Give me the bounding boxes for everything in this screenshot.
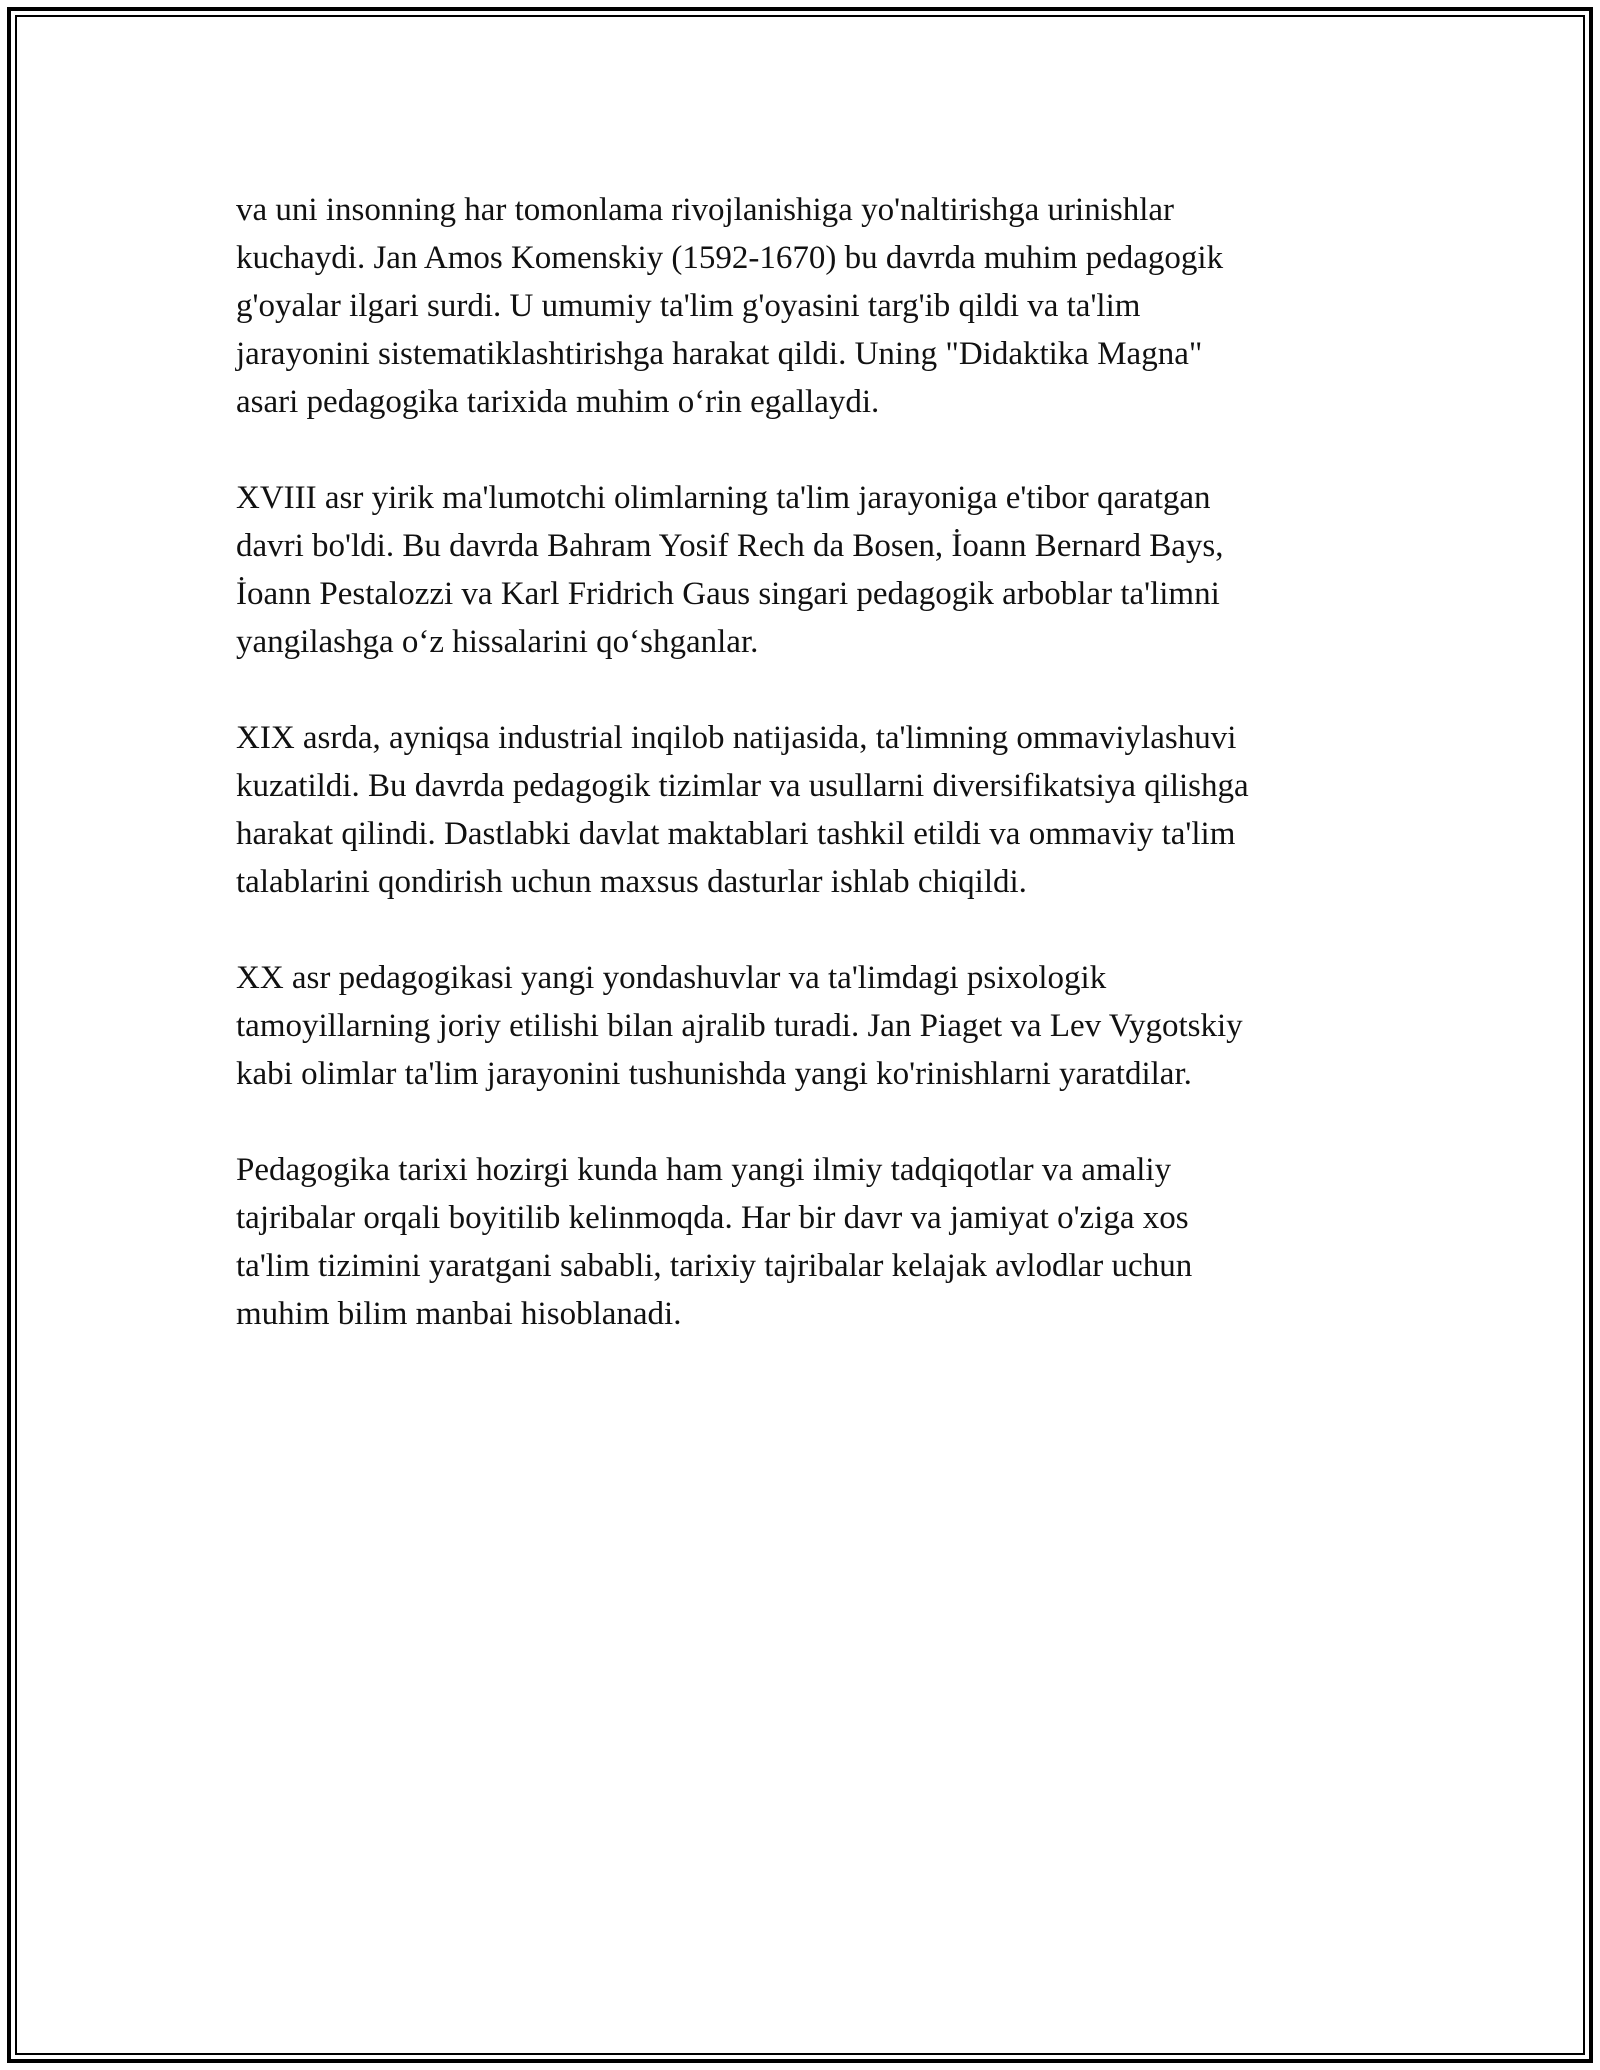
text-line: asari pedagogika tarixida muhim o‘rin egallaydi. (236, 384, 880, 420)
text-line: XVIII asr yirik ma'lumotchi olimlarning ta'lim jarayoniga e'tibor qaratgan (236, 480, 1211, 516)
paragraph-xviii-century (236, 474, 1376, 666)
text-line: harakat qilindi. Dastlabki davlat maktablari tashkil etildi va ommaviy ta'lim (236, 816, 1236, 852)
text-line: va uni insonning har tomonlama rivojlanishiga yo'naltirishga urinishlar (236, 192, 1175, 228)
paragraph-modern-pedagogy (236, 1146, 1376, 1338)
text-line: yangilashga o‘z hissalarini qo‘shganlar. (236, 624, 759, 660)
text-line: XIX asrda, ayniqsa industrial inqilob natijasida, ta'limning ommaviylashuvi (236, 720, 1237, 756)
text-line: Pedagogika tarixi hozirgi kunda ham yangi ilmiy tadqiqotlar va amaliy (236, 1152, 1172, 1188)
text-line: davri bo'ldi. Bu davrda Bahram Yosif Rech da Bosen, İoann Bernard Bays, (236, 528, 1224, 564)
text-line: kabi olimlar ta'lim jarayonini tushunishda yangi ko'rinishlarni yaratdilar. (236, 1056, 1192, 1092)
text-line: kuchaydi. Jan Amos Komenskiy (1592-1670) bu davrda muhim pedagogik (236, 240, 1224, 276)
paragraph-xix-century (236, 714, 1376, 906)
text-line: kuzatildi. Bu davrda pedagogik tizimlar va usullarni diversifikatsiya qilishga (236, 768, 1249, 804)
text-line: g'oyalar ilgari surdi. U umumiy ta'lim g'oyasini targ'ib qildi va ta'lim (236, 288, 1141, 324)
text-line: muhim bilim manbai hisoblanadi. (236, 1296, 682, 1332)
document-body (236, 186, 1376, 1386)
text-line: XX asr pedagogikasi yangi yondashuvlar va ta'limdagi psixologik (236, 960, 1107, 996)
text-line: İoann Pestalozzi va Karl Fridrich Gaus singari pedagogik arboblar ta'limni (236, 576, 1220, 612)
text-line: talablarini qondirish uchun maxsus dasturlar ishlab chiqildi. (236, 864, 1027, 900)
text-line: ta'lim tizimini yaratgani sababli, tarixiy tajribalar kelajak avlodlar uchun (236, 1248, 1193, 1284)
paragraph-komenskiy (236, 186, 1376, 426)
text-line: jarayonini sistematiklashtirishga harakat qildi. Uning "Didaktika Magna" (236, 336, 1203, 372)
paragraph-xx-century (236, 954, 1376, 1098)
text-line: tamoyillarning joriy etilishi bilan ajralib turadi. Jan Piaget va Lev Vygotskiy (236, 1008, 1243, 1044)
text-line: tajribalar orqali boyitilib kelinmoqda. Har bir davr va jamiyat o'ziga xos (236, 1200, 1189, 1236)
